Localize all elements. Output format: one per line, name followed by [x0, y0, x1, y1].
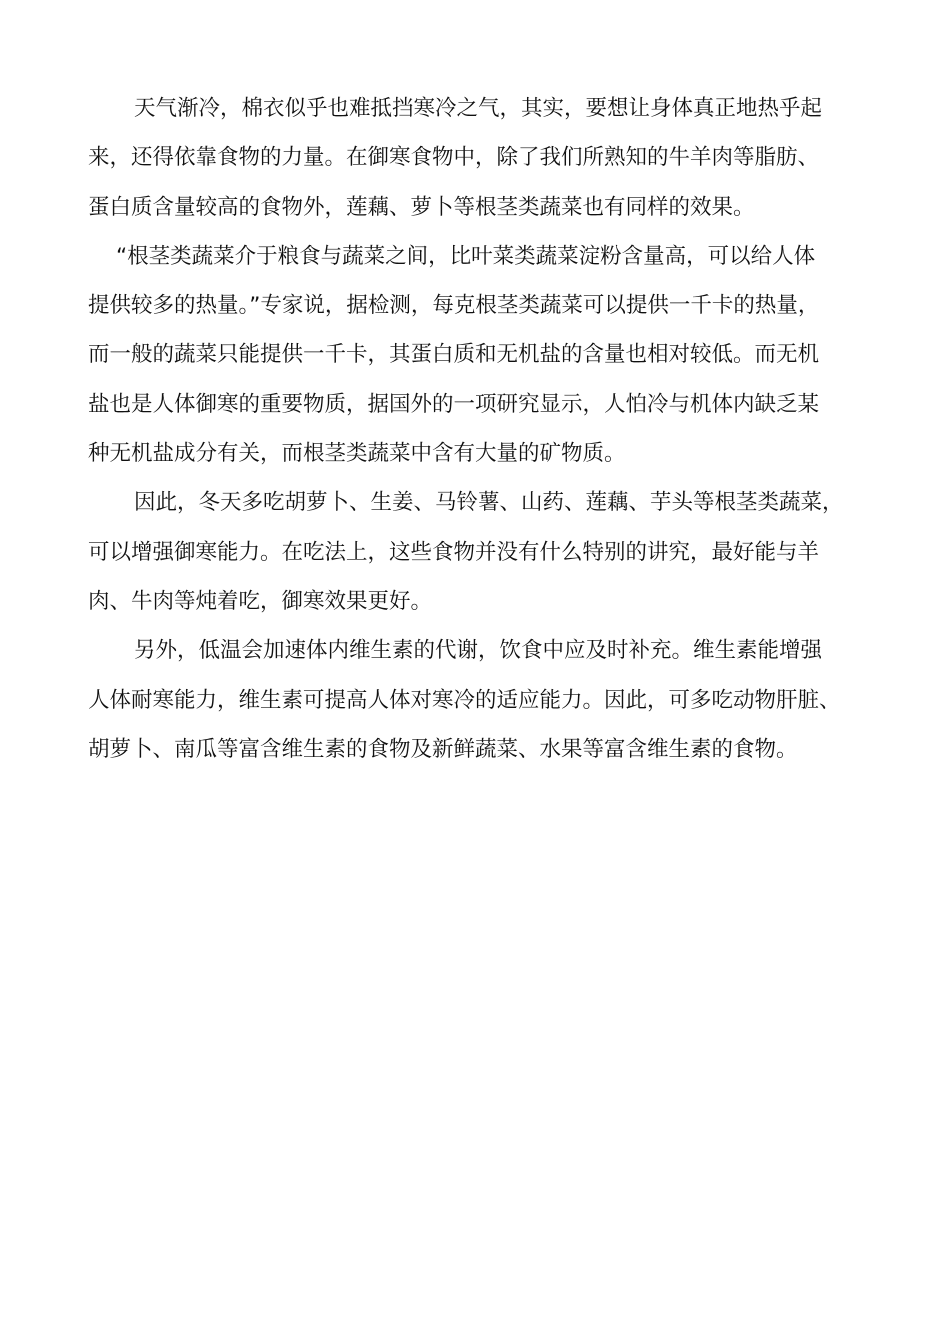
paragraph-line: 种无机盐成分有关，而根茎类蔬菜中含有大量的矿物质。 [88, 441, 626, 467]
paragraph-line: 蛋白质含量较高的食物外，莲藕、萝卜等根茎类蔬菜也有同样的效果。 [88, 194, 755, 220]
paragraph-line: 另外，低温会加速体内维生素的代谢，饮食中应及时补充。维生素能增强 [134, 638, 823, 664]
paragraph-line: 因此，冬天多吃胡萝卜、生姜、马铃薯、山药、莲藕、芋头等根茎类蔬菜， [134, 490, 844, 516]
paragraph-line: 肉、牛肉等炖着吃，御寒效果更好。 [88, 588, 433, 614]
paragraph-line: 来，还得依靠食物的力量。在御寒食物中，除了我们所熟知的牛羊肉等脂肪、 [88, 145, 820, 171]
paragraph-line: 天气渐冷，棉衣似乎也难抵挡寒冷之气，其实，要想让身体真正地热乎起 [134, 96, 823, 121]
paragraph-4 [88, 631, 878, 779]
paragraph-line: 胡萝卜、南瓜等富含维生素的食物及新鲜蔬菜、水果等富含维生素的食物。 [88, 736, 798, 762]
paragraph-line: 提供较多的热量。”专家说，据检测，每克根茎类蔬菜可以提供一千卡的热量， [88, 293, 820, 319]
paragraph-line: 而一般的蔬菜只能提供一千卡，其蛋白质和无机盐的含量也相对较低。而无机 [88, 342, 820, 368]
paragraph-line: 可以增强御寒能力。在吃法上，这些食物并没有什么特别的讲究，最好能与羊 [88, 539, 820, 565]
paragraph-line: 人体耐寒能力，维生素可提高人体对寒冷的适应能力。因此，可多吃动物肝脏、 [88, 687, 841, 713]
paragraph-1 [88, 89, 878, 237]
paragraph-line: “根茎类蔬菜介于粮食与蔬菜之间，比叶菜类蔬菜淀粉含量高，可以给人体 [116, 243, 816, 269]
document-body [88, 89, 878, 779]
paragraph-3 [88, 483, 878, 631]
paragraph-2 [88, 237, 878, 483]
paragraph-line: 盐也是人体御寒的重要物质，据国外的一项研究显示，人怕冷与机体内缺乏某 [88, 391, 820, 417]
